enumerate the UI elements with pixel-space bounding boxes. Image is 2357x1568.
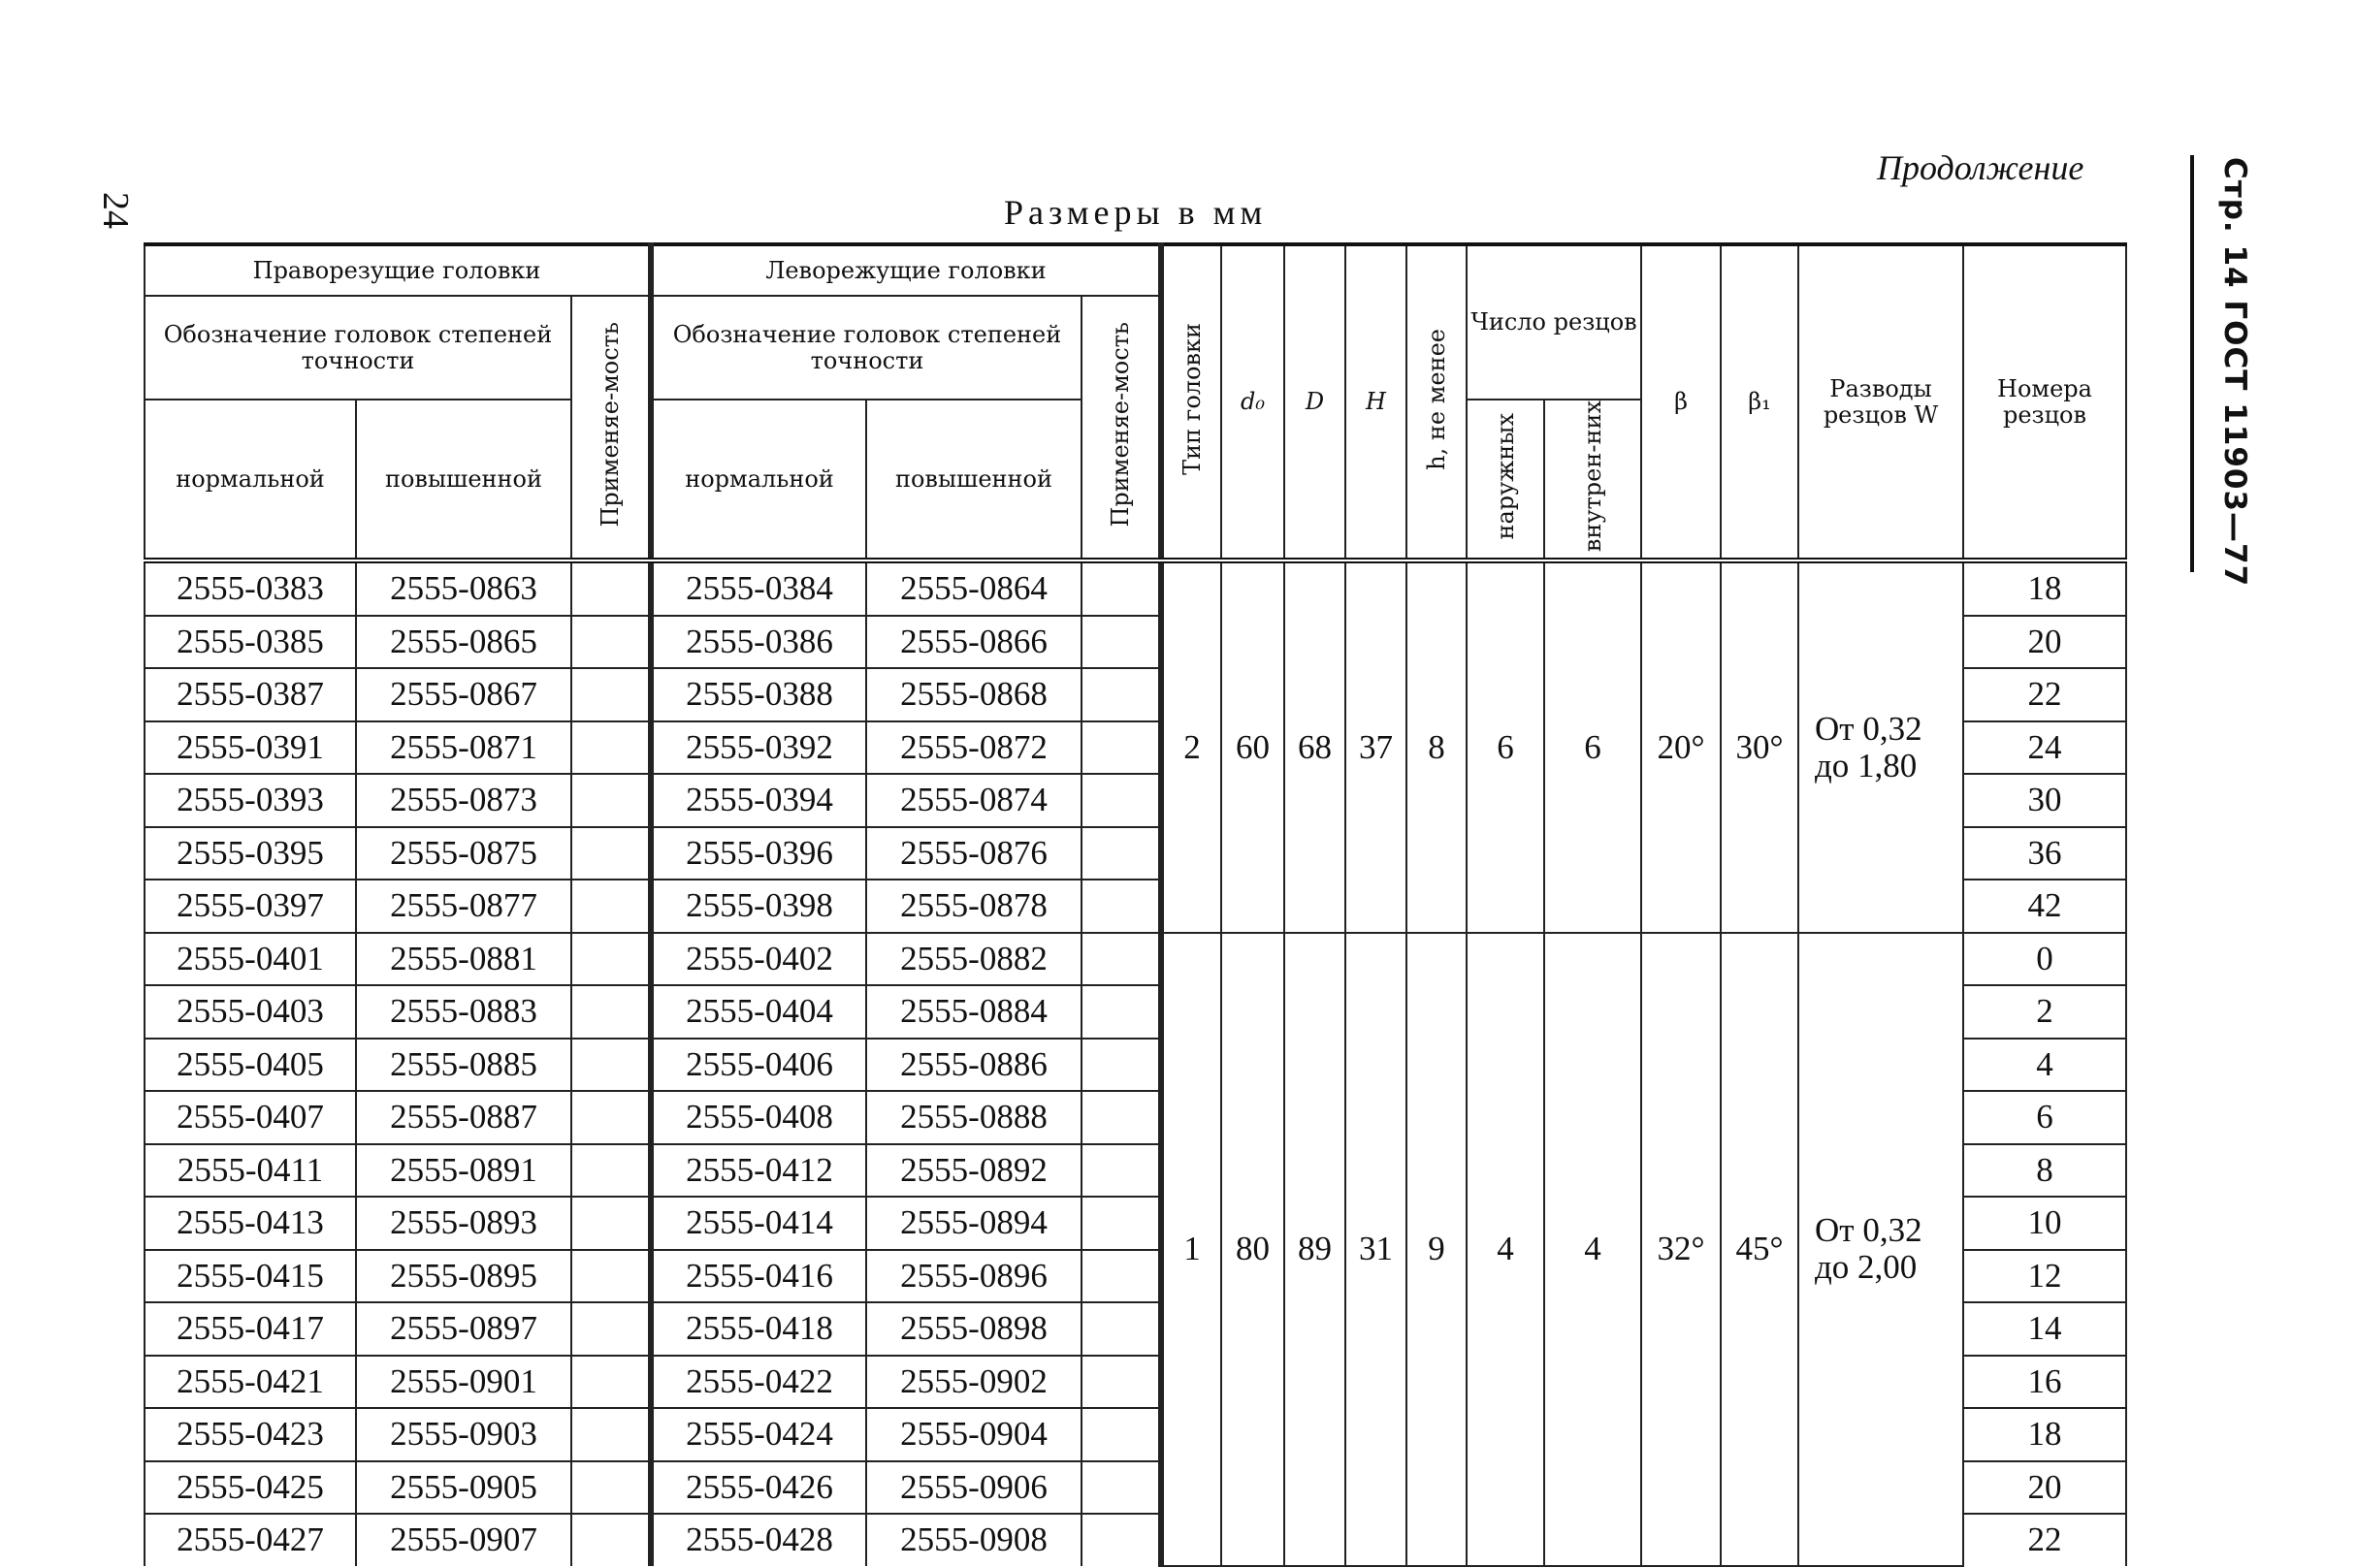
header-h-min: h, не менее [1406, 244, 1467, 560]
left-normal-cell: 2555-0384 [651, 560, 866, 616]
left-normal-cell: 2555-0426 [651, 1461, 866, 1515]
right-increased-cell: 2555-0871 [356, 721, 571, 775]
head-type-cell: 2 [1161, 560, 1221, 933]
header-inner: внутрен-них [1544, 400, 1641, 560]
left-increased-cell: 2555-0864 [866, 560, 1082, 616]
right-applicability-cell [571, 560, 651, 616]
right-increased-cell: 2555-0903 [356, 1408, 571, 1461]
left-normal-cell: 2555-0396 [651, 827, 866, 880]
header-spreads: Разводы резцов W [1798, 244, 1963, 560]
left-normal-cell: 2555-0388 [651, 668, 866, 721]
left-applicability-cell [1082, 1250, 1161, 1303]
H-cell: 31 [1345, 933, 1406, 1566]
cutter-number-cell: 36 [1963, 827, 2126, 880]
cutter-number-cell: 24 [1963, 721, 2126, 775]
left-applicability-cell [1082, 1144, 1161, 1198]
header-normal-right: нормальной [145, 400, 356, 560]
left-applicability-cell [1082, 1461, 1161, 1515]
right-applicability-cell [571, 1302, 651, 1356]
left-increased-cell: 2555-0872 [866, 721, 1082, 775]
right-normal-cell: 2555-0423 [145, 1408, 356, 1461]
left-applicability-cell [1082, 1039, 1161, 1092]
D-cell: 68 [1284, 560, 1345, 933]
header-outer: наружных [1467, 400, 1544, 560]
right-increased-cell: 2555-0863 [356, 560, 571, 616]
right-applicability-cell [571, 1408, 651, 1461]
right-applicability-cell [571, 1514, 651, 1566]
right-normal-cell: 2555-0413 [145, 1197, 356, 1250]
header-designation-left: Обозначение головок степеней точности [651, 296, 1082, 400]
header-cutter-numbers: Номера резцов [1963, 244, 2126, 560]
h-min-cell: 9 [1406, 933, 1467, 1566]
header-applicability-right: Применяе-мость [571, 296, 651, 560]
left-normal-cell: 2555-0392 [651, 721, 866, 775]
left-increased-cell: 2555-0888 [866, 1091, 1082, 1144]
left-increased-cell: 2555-0868 [866, 668, 1082, 721]
outer-count-cell: 4 [1467, 933, 1544, 1566]
right-applicability-cell [571, 668, 651, 721]
right-normal-cell: 2555-0417 [145, 1302, 356, 1356]
cutter-number-cell: 10 [1963, 1197, 2126, 1250]
left-increased-cell: 2555-0906 [866, 1461, 1082, 1515]
left-applicability-cell [1082, 774, 1161, 827]
left-applicability-cell [1082, 560, 1161, 616]
dimensions-caption: Размеры в мм [1004, 193, 1268, 232]
left-applicability-cell [1082, 668, 1161, 721]
cutter-number-cell: 18 [1963, 1408, 2126, 1461]
left-increased-cell: 2555-0908 [866, 1514, 1082, 1566]
right-applicability-cell [571, 1144, 651, 1198]
cutter-number-cell: 0 [1963, 933, 2126, 986]
D-cell: 89 [1284, 933, 1345, 1566]
left-increased-cell: 2555-0882 [866, 933, 1082, 986]
right-increased-cell: 2555-0873 [356, 774, 571, 827]
right-applicability-cell [571, 616, 651, 669]
left-increased-cell: 2555-0886 [866, 1039, 1082, 1092]
right-increased-cell: 2555-0893 [356, 1197, 571, 1250]
left-normal-cell: 2555-0414 [651, 1197, 866, 1250]
right-increased-cell: 2555-0881 [356, 933, 571, 986]
header-cutter-count: Число резцов [1467, 244, 1641, 400]
left-applicability-cell [1082, 1408, 1161, 1461]
right-normal-cell: 2555-0425 [145, 1461, 356, 1515]
inner-count-cell: 4 [1544, 933, 1641, 1566]
left-applicability-cell [1082, 880, 1161, 933]
cutter-number-cell: 16 [1963, 1356, 2126, 1409]
left-normal-cell: 2555-0394 [651, 774, 866, 827]
right-applicability-cell [571, 1091, 651, 1144]
cutter-number-cell: 22 [1963, 668, 2126, 721]
table-row [145, 933, 2126, 986]
header-H: H [1345, 244, 1406, 560]
left-applicability-cell [1082, 616, 1161, 669]
cutter-number-cell: 30 [1963, 774, 2126, 827]
right-applicability-cell [571, 774, 651, 827]
left-applicability-cell [1082, 1514, 1161, 1566]
left-increased-cell: 2555-0876 [866, 827, 1082, 880]
d0-cell: 60 [1221, 560, 1284, 933]
left-normal-cell: 2555-0416 [651, 1250, 866, 1303]
left-increased-cell: 2555-0874 [866, 774, 1082, 827]
header-designation-right: Обозначение головок степеней точности [145, 296, 571, 400]
right-normal-cell: 2555-0427 [145, 1514, 356, 1566]
left-normal-cell: 2555-0386 [651, 616, 866, 669]
header-increased-left: повышенной [866, 400, 1082, 560]
left-normal-cell: 2555-0422 [651, 1356, 866, 1409]
right-applicability-cell [571, 721, 651, 775]
left-increased-cell: 2555-0878 [866, 880, 1082, 933]
right-normal-cell: 2555-0403 [145, 985, 356, 1039]
right-applicability-cell [571, 933, 651, 986]
right-normal-cell: 2555-0397 [145, 880, 356, 933]
header-D: D [1284, 244, 1345, 560]
left-increased-cell: 2555-0896 [866, 1250, 1082, 1303]
right-increased-cell: 2555-0877 [356, 880, 571, 933]
cutter-number-cell: 18 [1963, 560, 2126, 616]
right-applicability-cell [571, 827, 651, 880]
header-applicability-left: Применяе-мость [1082, 296, 1161, 560]
beta1-cell: 45° [1721, 933, 1798, 1566]
cutter-number-cell: 20 [1963, 1461, 2126, 1515]
left-increased-cell: 2555-0866 [866, 616, 1082, 669]
right-increased-cell: 2555-0887 [356, 1091, 571, 1144]
right-normal-cell: 2555-0385 [145, 616, 356, 669]
header-right-heads: Праворезущие головки [145, 244, 651, 296]
beta-cell: 32° [1641, 933, 1721, 1566]
left-increased-cell: 2555-0902 [866, 1356, 1082, 1409]
right-normal-cell: 2555-0405 [145, 1039, 356, 1092]
beta1-cell: 30° [1721, 560, 1798, 933]
right-normal-cell: 2555-0391 [145, 721, 356, 775]
cutter-number-cell: 22 [1963, 1514, 2126, 1566]
cutter-number-cell: 4 [1963, 1039, 2126, 1092]
left-normal-cell: 2555-0424 [651, 1408, 866, 1461]
d0-cell: 80 [1221, 933, 1284, 1566]
left-increased-cell: 2555-0898 [866, 1302, 1082, 1356]
right-applicability-cell [571, 1356, 651, 1409]
right-normal-cell: 2555-0401 [145, 933, 356, 986]
side-header-text: Стр. 14 ГОСТ 11903—77 [2217, 157, 2252, 588]
right-applicability-cell [571, 1250, 651, 1303]
cutter-number-cell: 6 [1963, 1091, 2126, 1144]
right-increased-cell: 2555-0895 [356, 1250, 571, 1303]
right-applicability-cell [571, 1039, 651, 1092]
left-normal-cell: 2555-0402 [651, 933, 866, 986]
right-applicability-cell [571, 985, 651, 1039]
header-d0: d₀ [1221, 244, 1284, 560]
cutter-number-cell: 20 [1963, 616, 2126, 669]
right-increased-cell: 2555-0865 [356, 616, 571, 669]
right-normal-cell: 2555-0411 [145, 1144, 356, 1198]
left-normal-cell: 2555-0428 [651, 1514, 866, 1566]
right-normal-cell: 2555-0407 [145, 1091, 356, 1144]
cutter-number-cell: 2 [1963, 985, 2126, 1039]
header-head-type: Тип головки [1161, 244, 1221, 560]
beta-cell: 20° [1641, 560, 1721, 933]
header-beta: β [1641, 244, 1721, 560]
right-increased-cell: 2555-0897 [356, 1302, 571, 1356]
left-applicability-cell [1082, 933, 1161, 986]
left-applicability-cell [1082, 1356, 1161, 1409]
table-row [145, 560, 2126, 616]
left-normal-cell: 2555-0412 [651, 1144, 866, 1198]
right-increased-cell: 2555-0883 [356, 985, 571, 1039]
header-beta1: β₁ [1721, 244, 1798, 560]
H-cell: 37 [1345, 560, 1406, 933]
right-increased-cell: 2555-0905 [356, 1461, 571, 1515]
left-applicability-cell [1082, 827, 1161, 880]
right-normal-cell: 2555-0393 [145, 774, 356, 827]
left-normal-cell: 2555-0406 [651, 1039, 866, 1092]
left-applicability-cell [1082, 1302, 1161, 1356]
cutter-number-cell: 12 [1963, 1250, 2126, 1303]
inner-count-cell: 6 [1544, 560, 1641, 933]
left-increased-cell: 2555-0894 [866, 1197, 1082, 1250]
header-left-heads: Леворежущие головки [651, 244, 1161, 296]
left-applicability-cell [1082, 721, 1161, 775]
right-normal-cell: 2555-0395 [145, 827, 356, 880]
page-number: 24 [95, 192, 136, 229]
header-normal-left: нормальной [651, 400, 866, 560]
cutter-number-cell: 14 [1963, 1302, 2126, 1356]
right-increased-cell: 2555-0885 [356, 1039, 571, 1092]
left-increased-cell: 2555-0884 [866, 985, 1082, 1039]
right-increased-cell: 2555-0875 [356, 827, 571, 880]
h-min-cell: 8 [1406, 560, 1467, 933]
outer-count-cell: 6 [1467, 560, 1544, 933]
left-normal-cell: 2555-0404 [651, 985, 866, 1039]
right-applicability-cell [571, 1197, 651, 1250]
right-normal-cell: 2555-0421 [145, 1356, 356, 1409]
dimensions-table [144, 242, 2127, 1567]
spread-cell: От 0,32 до 1,80 [1798, 560, 1963, 933]
left-applicability-cell [1082, 1197, 1161, 1250]
spread-cell: От 0,32 до 2,00 [1798, 933, 1963, 1566]
right-increased-cell: 2555-0867 [356, 668, 571, 721]
right-normal-cell: 2555-0387 [145, 668, 356, 721]
left-increased-cell: 2555-0904 [866, 1408, 1082, 1461]
cutter-number-cell: 42 [1963, 880, 2126, 933]
left-normal-cell: 2555-0418 [651, 1302, 866, 1356]
right-increased-cell: 2555-0891 [356, 1144, 571, 1198]
header-increased-right: повышенной [356, 400, 571, 560]
right-normal-cell: 2555-0383 [145, 560, 356, 616]
left-applicability-cell [1082, 985, 1161, 1039]
right-applicability-cell [571, 1461, 651, 1515]
left-normal-cell: 2555-0398 [651, 880, 866, 933]
continuation-label: Продолжение [1877, 148, 2084, 187]
left-applicability-cell [1082, 1091, 1161, 1144]
right-applicability-cell [571, 880, 651, 933]
right-normal-cell: 2555-0415 [145, 1250, 356, 1303]
cutter-number-cell: 8 [1963, 1144, 2126, 1198]
right-increased-cell: 2555-0901 [356, 1356, 571, 1409]
head-type-cell: 1 [1161, 933, 1221, 1566]
left-normal-cell: 2555-0408 [651, 1091, 866, 1144]
left-increased-cell: 2555-0892 [866, 1144, 1082, 1198]
right-increased-cell: 2555-0907 [356, 1514, 571, 1566]
